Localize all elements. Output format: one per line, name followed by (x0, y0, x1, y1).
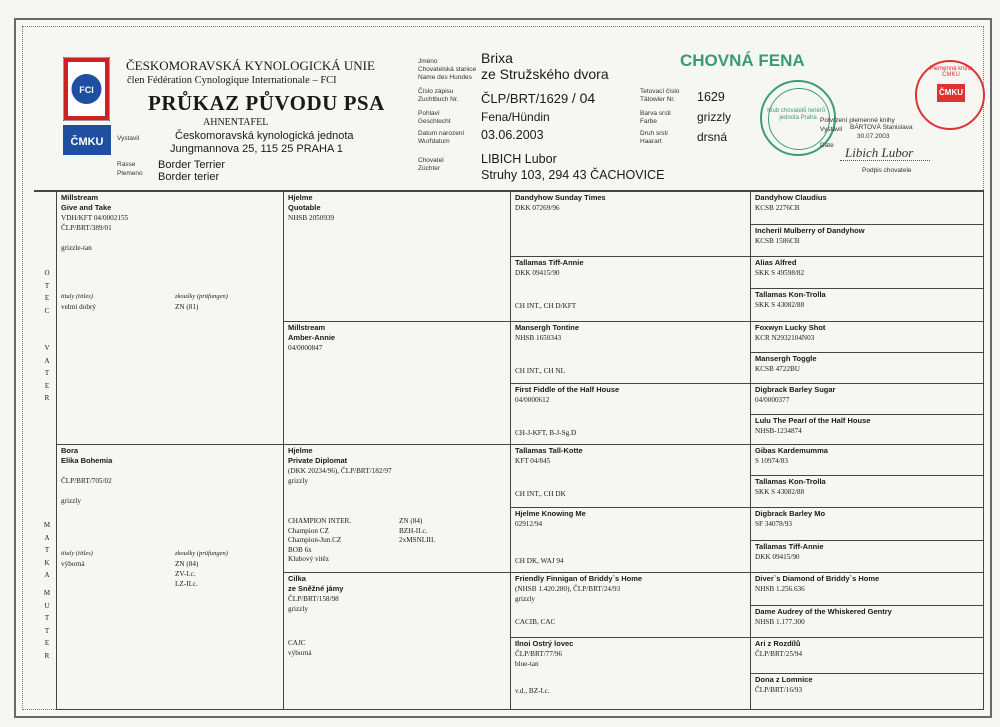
reg-label-1: Číslo zápisu (418, 88, 454, 95)
dog-name-2: ze Stružského dvora (481, 66, 609, 82)
gp-dd-name-2: ze Sněžné jámy (288, 584, 344, 593)
gggp-3-reg: SKK S 49598/82 (755, 269, 805, 277)
gggp-7-reg: 04/0000377 (755, 396, 790, 404)
ggp-cell-7 (511, 573, 751, 638)
gp-sire-dam (284, 322, 511, 445)
sire-exams-label: zkoušky (prüfungen) (175, 293, 228, 300)
gggp-5-name: Foxwyn Lucky Shot (755, 323, 826, 332)
breeder-value-1: LIBICH Lubor (481, 152, 557, 166)
confirm-date-label: Date (820, 142, 834, 149)
gggp-cell-8 (751, 415, 984, 445)
fci-logo-text: FCI (79, 85, 94, 95)
gp-sire-sire (284, 192, 511, 322)
tattoo-value: 1629 (697, 90, 725, 104)
side-label-matka: M A T K A (43, 521, 51, 579)
breeding-stamp-title: CHOVNÁ FENA (680, 51, 805, 70)
green-stamp-text: Klub chovatelů teriérů · jednota Praha (767, 108, 829, 121)
dam-titles-label: tituly (titles) (61, 550, 93, 557)
tattoo-label-2: Tätowier Nr. (640, 96, 676, 103)
ggp-cell-3 (511, 322, 751, 384)
gggp-cell-5 (751, 322, 984, 353)
gggp-6-name: Mansergh Toggle (755, 354, 817, 363)
ggp-7-reg: (NHSB 1.420.280), ČLP/BRT/24/93 (515, 585, 621, 593)
color-label-1: Barva srsti (640, 110, 671, 117)
gp-ds-exams (399, 517, 435, 546)
gp-dd-title-1: CAJC (288, 639, 306, 647)
dam-titles-value: výborná (61, 560, 85, 568)
gggp-cell-2 (751, 225, 984, 257)
gggp-8-name: Lulu The Pearl of the Half House (755, 416, 871, 425)
ggp-6-titles: CH DK, WAJ 94 (515, 557, 564, 565)
gggp-cell-1 (751, 192, 984, 225)
gp-ds-titles (288, 517, 351, 565)
ggp-6-name: Hjelme Knowing Me (515, 509, 586, 518)
gp-ss-name-1: Hjelme (288, 193, 313, 202)
red-stamp-logo: ČMKU (937, 84, 965, 102)
dam-name-1: Bora (61, 446, 79, 455)
gggp-cell-13 (751, 573, 984, 606)
gp-dd-color: grizzly (288, 605, 308, 613)
name-label-2: Chovatelská stanice (418, 66, 477, 73)
gp-ds-exam-1: ZN (84) (399, 517, 423, 525)
ggp-6-reg: 02912/94 (515, 520, 543, 528)
exhibitor-value-1: Českomoravská kynologická jednota (175, 130, 354, 142)
gp-ds-exam-2: BZH-II.c. (399, 526, 428, 535)
gggp-3-name: Alias Alfred (755, 258, 797, 267)
gggp-cell-14 (751, 606, 984, 638)
sire-titles-label: tituly (titles) (61, 293, 93, 300)
ggp-7-name: Friendly Finnigan of Briddy`s Home (515, 574, 643, 583)
gp-sd-name-1: Millstream (288, 323, 326, 332)
gggp-11-name: Digbrack Barley Mo (755, 509, 826, 518)
coat-label-2: Haarart (640, 138, 662, 145)
breeder-label-1: Chovatel (418, 157, 444, 164)
gggp-cell-4 (751, 289, 984, 322)
cmku-logo (63, 125, 111, 155)
dam-exams-value-3: LZ-II.c. (175, 580, 198, 588)
gggp-2-name: Incheril Mulberry of Dandyhow (755, 226, 865, 235)
gp-ds-title-5: Klubový vítěz (288, 555, 329, 563)
gggp-13-name: Diver`s Diamond of Briddy`s Home (755, 574, 880, 583)
gp-dd-titles (288, 639, 312, 658)
exhibitor-value-2: Jungmannova 25, 115 25 PRAHA 1 (170, 143, 343, 155)
gggp-5-reg: KCR N2932104N03 (755, 334, 815, 342)
coat-value: drsná (697, 130, 728, 144)
gp-ds-title-2: Champion CZ (288, 526, 329, 535)
reg-label-2: Zuchtbuch Nr. (418, 96, 459, 103)
side-label-otec: O T E C (44, 269, 50, 315)
pedigree-grid (34, 190, 984, 710)
gp-sd-name-2: Amber-Annie (288, 333, 336, 342)
gggp-16-reg: ČLP/BRT/16/93 (755, 686, 803, 694)
gggp-6-reg: KCSB 4722BU (755, 365, 800, 373)
gggp-cell-9 (751, 445, 984, 476)
gp-dam-sire (284, 445, 511, 573)
gggp-13-reg: NHSB 1.256.636 (755, 585, 805, 593)
ggp-cell-6 (511, 508, 751, 573)
ggp-8-titles: v.d., BZ-I.c. (515, 687, 550, 695)
ggp-cell-4 (511, 384, 751, 445)
gp-ss-reg: NHSB 2050939 (288, 214, 335, 222)
gggp-16-name: Dona z Lomnice (755, 675, 813, 684)
ggp-3-reg: NHSB 1650343 (515, 334, 562, 342)
gp-ds-name-2: Private Diplomat (288, 456, 348, 465)
gggp-4-name: Tallamas Kon-Trolla (755, 290, 826, 299)
gp-ds-reg: (DKK 20234/96), ČLP/BRT/182/97 (288, 467, 392, 475)
ggp-1-name: Dandyhow Sunday Times (515, 193, 606, 202)
gp-dd-reg: ČLP/BRT/158/98 (288, 595, 339, 603)
ggp-cell-8 (511, 638, 751, 710)
gp-ds-title-3: Champion-Jun.CZ (288, 536, 342, 544)
coat-label-1: Druh srsti (640, 130, 668, 137)
ggp-3-name: Mansergh Tontine (515, 323, 580, 332)
dob-value: 03.06.2003 (481, 128, 544, 142)
gggp-cell-16 (751, 674, 984, 710)
ggp-8-reg: ČLP/BRT/77/96 (515, 650, 563, 658)
gp-dd-title-2: výborná (288, 648, 312, 657)
sire-exams-value: ZN (81) (175, 303, 199, 311)
ggp-4-name: First Fiddle of the Half House (515, 385, 620, 394)
ggp-cell-5 (511, 445, 751, 508)
document-title: PRŮKAZ PŮVODU PSA (148, 91, 385, 115)
breed-value-2: Border terier (158, 171, 220, 183)
breeder-label-2: Züchter (418, 165, 441, 172)
tattoo-label-1: Tetovací číslo (640, 88, 680, 95)
ggp-3-titles: CH INT., CH NL (515, 367, 565, 375)
sex-value: Fena/Hündin (481, 110, 550, 124)
breeder-value-2: Struhy 103, 294 43 ČACHOVICE (481, 168, 665, 182)
ggp-5-reg: KFT 04/845 (515, 457, 551, 465)
gggp-10-name: Tallamas Kon-Trolla (755, 477, 826, 486)
gggp-15-reg: ČLP/BRT/25/94 (755, 650, 803, 658)
gggp-cell-7 (751, 384, 984, 415)
ggp-2-reg: DKK 09415/90 (515, 269, 560, 277)
confirm-line: Potvrzení plemenné knihy (820, 117, 895, 124)
gp-ds-title-1: CHAMPION INTER. (288, 517, 352, 525)
gggp-1-reg: KCSB 2276CB (755, 204, 800, 212)
gggp-8-reg: NHSB-1234874 (755, 427, 802, 435)
name-label-3: Name des Hundes (418, 74, 472, 81)
dog-name-1: Brixa (481, 50, 513, 66)
document-subtitle: AHNENTAFEL (203, 117, 269, 128)
ggp-1-reg: DKK 07269/96 (515, 204, 560, 212)
breed-label-1: Rasse (117, 161, 136, 168)
sire-reg-1: VDH/KFT 04/0002155 (61, 214, 129, 222)
signature-line (840, 160, 930, 161)
dam-cell (57, 445, 284, 710)
ggp-cell-1 (511, 192, 751, 257)
org-name: ČESKOMORAVSKÁ KYNOLOGICKÁ UNIE (126, 58, 375, 73)
sire-reg-2: ČLP/BRT/389/01 (61, 224, 112, 232)
sex-label-1: Pohlaví (418, 110, 440, 117)
gp-dam-dam (284, 573, 511, 710)
gp-ds-color: grizzly (288, 477, 308, 485)
ggp-7-color: grizzly (515, 595, 535, 603)
cmku-logo-text: ČMKU (70, 136, 104, 148)
gp-ss-name-2: Quotable (288, 203, 321, 212)
dam-exams-label: zkoušky (prüfungen) (175, 550, 228, 557)
gggp-7-name: Digbrack Barley Sugar (755, 385, 836, 394)
dam-exams-value-1: ZN (84) (175, 560, 199, 568)
confirm-issued-label: Vystavil (820, 126, 843, 133)
gggp-9-name: Gibas Kardemumma (755, 446, 828, 455)
gggp-cell-15 (751, 638, 984, 674)
name-label-1: Jméno (418, 58, 438, 65)
gggp-14-reg: NHSB 1.177.300 (755, 618, 805, 626)
sire-color: grizzle-tan (61, 244, 92, 252)
red-stamp-text: Plemenná kniha ČMKU (929, 66, 973, 78)
dam-name-2: Elika Bohemia (61, 456, 113, 465)
sex-label-2: Geschlecht (418, 118, 451, 125)
side-label-vater: V A T E R (44, 344, 50, 402)
gggp-2-reg: KCSB 1586CB (755, 237, 800, 245)
gp-ds-title-4: BOB 6x (288, 545, 312, 554)
dam-reg: ČLP/BRT/705/02 (61, 477, 112, 485)
ggp-cell-2 (511, 257, 751, 322)
org-subtitle: člen Fédération Cynologique Internationale – FCI (127, 75, 337, 86)
breeder-signature: Libich Lubor (845, 145, 914, 160)
color-label-2: Farbe (640, 118, 657, 125)
ggp-4-reg: 04/0000612 (515, 396, 550, 404)
ggp-5-titles: CH INT., CH DK (515, 490, 566, 498)
gp-ds-name-1: Hjelme (288, 446, 313, 455)
dam-exams-value-2: ZV-I.c. (175, 570, 196, 578)
reg-value-prefix: ČLP/BRT/1629 (481, 91, 569, 106)
ggp-8-color: blue-tan (515, 660, 539, 668)
gp-sd-reg: 04/0000847 (288, 344, 323, 352)
gggp-cell-12 (751, 541, 984, 573)
gggp-11-reg: SF 34078/93 (755, 520, 792, 528)
sire-name-2: Give and Take (61, 203, 112, 212)
breed-label-2: Plemeno (117, 170, 143, 177)
gggp-15-name: Ari z Rozdílů (755, 639, 801, 648)
breed-value-1: Border Terrier (158, 159, 226, 171)
gggp-4-reg: SKK S 43082/88 (755, 301, 805, 309)
dam-color: grizzly (61, 497, 81, 505)
gggp-10-reg: SKK S 43082/88 (755, 488, 805, 496)
gggp-cell-10 (751, 476, 984, 508)
gp-ds-exam-3: 2xMSNLIII. (399, 536, 436, 544)
gggp-1-name: Dandyhow Claudius (755, 193, 827, 202)
confirm-issued-value: BÁRTOVÁ Stanislava (850, 124, 913, 131)
ggp-8-name: Ilnoi Ostrý lovec (515, 639, 574, 648)
color-value: grizzly (697, 110, 732, 124)
signature-label: Podpis chovatele (862, 167, 912, 174)
red-registry-stamp (915, 60, 985, 130)
ggp-4-titles: CH-J-KFT, B-J-Sg.D (515, 429, 577, 437)
sire-titles-value: velmi dobrý (61, 303, 96, 311)
gggp-cell-3 (751, 257, 984, 289)
gp-dd-name-1: Cilka (288, 574, 306, 583)
ggp-5-name: Tallamas Tall-Kotte (515, 446, 583, 455)
side-label-mutter: M U T T E R (43, 589, 51, 660)
gggp-12-name: Tallamas Tiff-Annie (755, 542, 824, 551)
gggp-cell-6 (751, 353, 984, 384)
ggp-7-titles: CACIB, CAC (515, 618, 556, 626)
ggp-2-name: Tallamas Tiff-Annie (515, 258, 584, 267)
reg-value (481, 90, 595, 106)
gggp-cell-11 (751, 508, 984, 541)
reg-value-suffix: / 04 (571, 90, 596, 106)
dob-label-1: Datum narození (418, 130, 465, 137)
dob-label-2: Wurfdatum (418, 138, 450, 145)
sire-name-1: Millstream (61, 193, 99, 202)
ggp-2-titles: CH INT., CH D/KFT (515, 302, 577, 310)
gggp-9-reg: S 10974/83 (755, 457, 788, 465)
fci-logo (63, 57, 110, 121)
gggp-12-reg: DKK 09415/90 (755, 553, 800, 561)
confirm-date-value: 30.07.2003 (857, 133, 890, 140)
gggp-14-name: Dame Audrey of the Whiskered Gentry (755, 607, 892, 616)
sire-cell (57, 192, 284, 445)
exhibitor-label: Vystavil (117, 135, 140, 142)
